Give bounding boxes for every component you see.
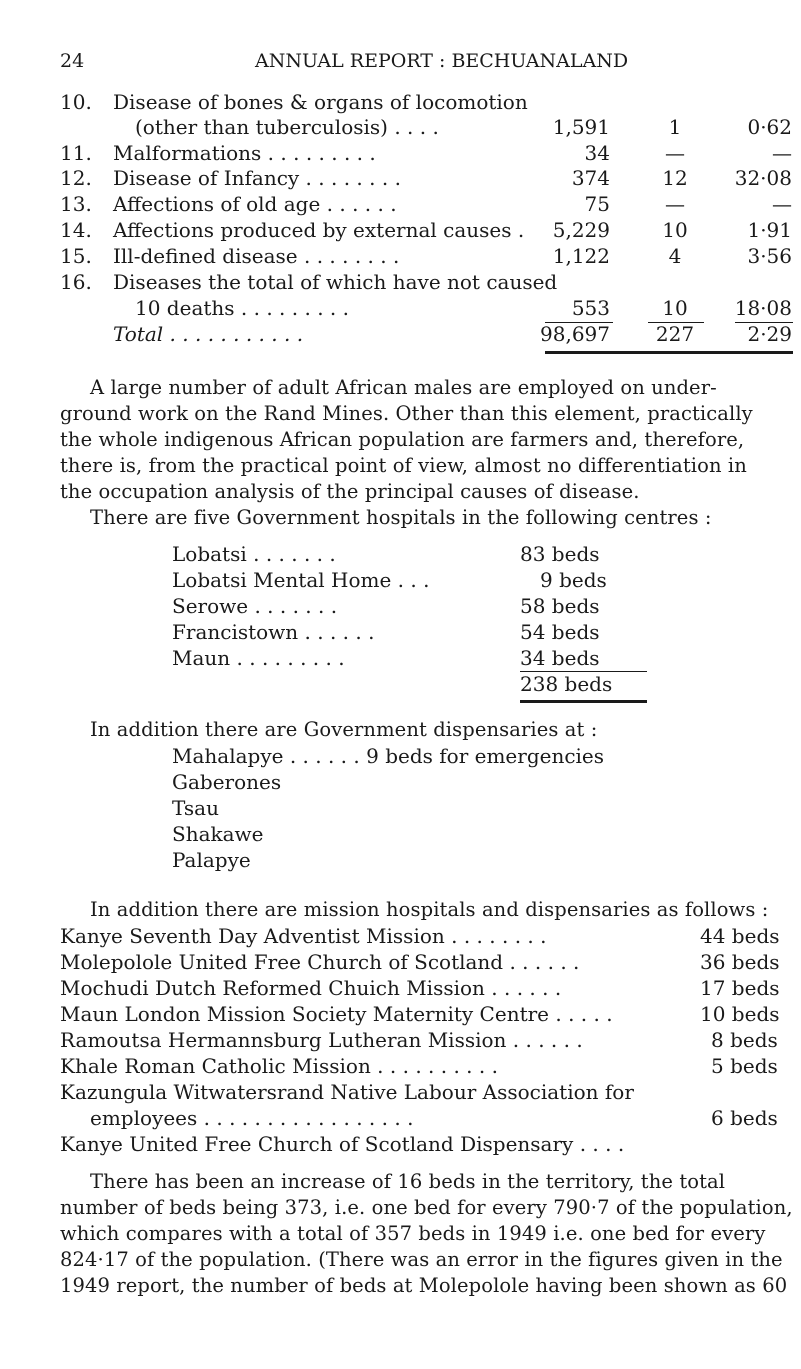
row-label-line: Affections produced by external causes . — [113, 218, 525, 242]
dispensary-item: Tsau — [172, 796, 219, 820]
dispensary-item: Shakawe — [172, 822, 264, 846]
rate-value: 1·91 — [747, 218, 792, 242]
deaths-value: 4 — [668, 244, 682, 268]
row-label-line: Disease of Infancy . . . . . . . . — [113, 166, 401, 190]
mission-name: Molepolole United Free Church of Scotland . . . . . . — [60, 950, 580, 974]
mission-beds: 44 beds — [700, 924, 780, 948]
mission-name: Khale Roman Catholic Mission . . . . . . . . . . — [60, 1054, 498, 1078]
mission-beds: 8 beds — [711, 1028, 778, 1052]
hospital-beds: 54 beds — [520, 620, 600, 644]
row-number: 11. — [60, 141, 92, 165]
row-label-line: Malformations . . . . . . . . . — [113, 141, 376, 165]
mission-name: Kazungula Witwatersrand Native Labour Association for — [60, 1080, 634, 1104]
rate-value: 3·56 — [747, 244, 792, 268]
paragraph-line: 1949 report, the number of beds at Molepolole having been shown as 60 — [60, 1274, 788, 1297]
total-cases: 98,697 — [540, 322, 610, 346]
missions-intro: In addition there are mission hospitals and dispensaries as follows : — [90, 898, 769, 921]
paragraph-line: which compares with a total of 357 beds in 1949 i.e. one bed for every — [60, 1222, 766, 1245]
hospital-name: Lobatsi . . . . . . . — [172, 542, 336, 566]
paragraph-line: 824·17 of the population. (There was an error in the figures given in the — [60, 1248, 783, 1271]
mission-beds: 36 beds — [700, 950, 780, 974]
deaths-value: 12 — [662, 166, 688, 190]
row-number: 15. — [60, 244, 92, 268]
hospital-beds: 34 beds — [520, 646, 600, 670]
row-number: 10. — [60, 90, 92, 114]
dispensary-item: Gaberones — [172, 770, 282, 794]
hospital-beds: 9 beds — [540, 568, 607, 592]
total-double-rule — [545, 351, 793, 354]
hospital-beds: 58 beds — [520, 594, 600, 618]
hospital-name: Francistown . . . . . . — [172, 620, 375, 644]
mission-name: Mochudi Dutch Reformed Chuich Mission . . . . . . — [60, 976, 562, 1000]
row-number: 13. — [60, 192, 92, 216]
deaths-value: — — [665, 141, 685, 165]
paragraph-line: There has been an increase of 16 beds in the territory, the total — [90, 1170, 726, 1193]
cases-value: 34 — [584, 141, 610, 165]
paragraph-line: ground work on the Rand Mines. Other than this element, practically — [60, 402, 753, 425]
rate-value: 32·08 — [734, 166, 792, 190]
row-label-line: 10 deaths . . . . . . . . . — [135, 296, 349, 320]
mission-name: employees . . . . . . . . . . . . . . . . . — [90, 1106, 414, 1130]
total-label: Total . . . . . . . . . . . — [113, 322, 304, 346]
total-rate: 2·29 — [747, 322, 792, 346]
mission-beds: 6 beds — [711, 1106, 778, 1130]
paragraph-line: number of beds being 373, i.e. one bed for every 790·7 of the population, — [60, 1196, 793, 1219]
paragraph-line: the whole indigenous African population are farmers and, therefore, — [60, 428, 745, 451]
row-label-line: Diseases the total of which have not caused — [113, 270, 558, 294]
row-label-line: Disease of bones & organs of locomotion — [113, 90, 528, 114]
hospitals-total-rule — [520, 700, 647, 703]
dispensaries-intro: In addition there are Government dispensaries at : — [90, 718, 598, 741]
cases-value: 1,122 — [552, 244, 610, 268]
mission-name: Kanye Seventh Day Adventist Mission . . . . . . . . — [60, 924, 547, 948]
hospital-name: Maun . . . . . . . . . — [172, 646, 345, 670]
mission-beds: 17 beds — [700, 976, 780, 1000]
deaths-value: 10 — [662, 218, 688, 242]
row-number: 12. — [60, 166, 92, 190]
mission-name: Ramoutsa Hermannsburg Lutheran Mission . . . . . . — [60, 1028, 583, 1052]
running-title: ANNUAL REPORT : BECHUANALAND — [255, 50, 629, 72]
mission-name: Kanye United Free Church of Scotland Dispensary . . . . — [60, 1132, 625, 1156]
row-number: 16. — [60, 270, 92, 294]
deaths-value: 10 — [662, 296, 688, 320]
mission-beds: 5 beds — [711, 1054, 778, 1078]
deaths-value: — — [665, 192, 685, 216]
hospital-name: Serowe . . . . . . . — [172, 594, 338, 618]
page-number: 24 — [60, 50, 85, 72]
hospitals-intro: There are five Government hospitals in the following centres : — [90, 506, 712, 529]
row-label-line: Affections of old age . . . . . . — [113, 192, 397, 216]
cases-value: 553 — [571, 296, 610, 320]
rate-value: 18·08 — [734, 296, 792, 320]
paragraph-line: there is, from the practical point of view, almost no differentiation in — [60, 454, 747, 477]
rate-value: 0·62 — [747, 115, 792, 139]
cases-value: 5,229 — [552, 218, 610, 242]
rate-value: — — [772, 192, 792, 216]
cases-value: 75 — [584, 192, 610, 216]
hospital-beds: 83 beds — [520, 542, 600, 566]
rate-value: — — [772, 141, 792, 165]
row-number: 14. — [60, 218, 92, 242]
cases-value: 374 — [571, 166, 610, 190]
hospital-name: Lobatsi Mental Home . . . — [172, 568, 430, 592]
row-label-line: Ill-defined disease . . . . . . . . — [113, 244, 400, 268]
paragraph-line: the occupation analysis of the principal causes of disease. — [60, 480, 640, 503]
deaths-value: 1 — [668, 115, 682, 139]
row-label-line: (other than tuberculosis) . . . . — [135, 115, 439, 139]
total-deaths: 227 — [655, 322, 695, 346]
mission-name: Maun London Mission Society Maternity Centre . . . . . — [60, 1002, 613, 1026]
dispensary-item: Palapye — [172, 848, 251, 872]
cases-value: 1,591 — [552, 115, 610, 139]
paragraph-line: A large number of adult African males are employed on under- — [90, 376, 717, 399]
dispensary-item: Mahalapye . . . . . . 9 beds for emergencies — [172, 744, 605, 768]
mission-beds: 10 beds — [700, 1002, 780, 1026]
hospitals-total: 238 beds — [520, 672, 613, 696]
